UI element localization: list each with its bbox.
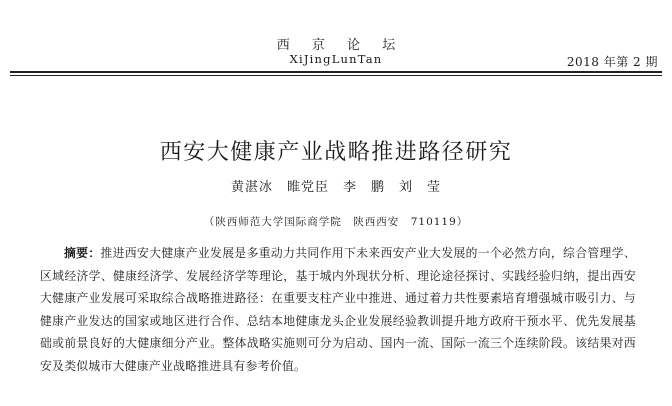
article-title: 西安大健康产业战略推进路径研究 (159, 140, 513, 165)
journal-name: 西 京 论 坛 (276, 38, 405, 53)
issue-label: 2018 年第 2 期 (566, 55, 658, 69)
header-rule-thick (10, 71, 662, 73)
abstract-paragraph (40, 242, 636, 377)
abstract-text: 推进西安大健康产业发展是多重动力共同作用下未来西安产业大发展的一个必然方向，综合管理学、区域经济学、健康经济学、发展经济学等理论，基于城内外现状分析、理论途径探讨、实践经验归纳，提出西安大健康产业发展可采取综合战略推进路径：在重要支柱产业中推进、通过着力共性要素培育增强城市吸引力、与健康产业发达的国家或地区进行合作、总结本地健康龙头企业发展经验教训提升地方政府干预水平、优先发展基础或前景良好的大健康细分产业。整体战略实施则可分为启动、国内一流、国际一流三个连续阶段。该结果对西安及类似城市大健康产业战略推进具有参考价值。 (40, 246, 636, 373)
journal-pinyin: XiJingLunTan (289, 52, 383, 66)
abstract-label: 摘要： (64, 246, 101, 260)
article-authors: 黄湛冰 睢党臣 李 鹏 刘 莹 (230, 180, 441, 195)
article-affiliation: （陕西师范大学国际商学院 陕西西安 710119） (203, 216, 469, 228)
header-rule-thin (10, 75, 662, 76)
